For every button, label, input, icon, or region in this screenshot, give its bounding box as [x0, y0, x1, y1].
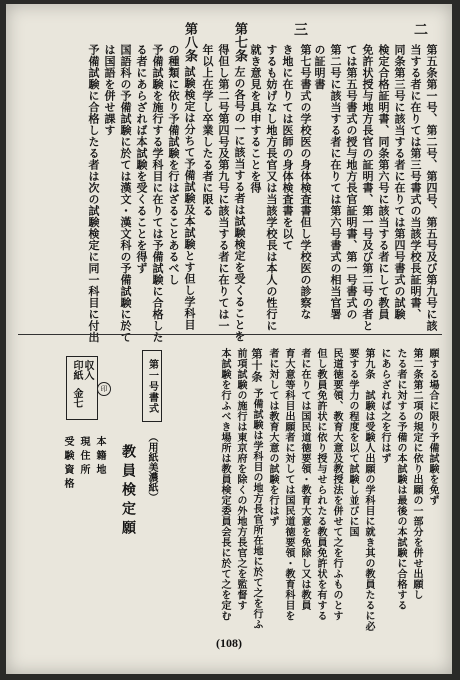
text-column: る者にあらざれば本試験を受くることを得ず — [135, 44, 148, 274]
stamp-label-line: 金七 — [71, 388, 82, 408]
text-column: 国語科の予備試験に於ては漢文・漢文科の予備試験に於て — [119, 44, 132, 343]
text-column: 第五条第一号、第二号、第四号、第五号及び第九号に該 — [425, 44, 438, 332]
stamp-label-line: 収入 — [82, 360, 93, 380]
document-page — [6, 4, 452, 674]
form-field-label: 本籍地 — [94, 436, 105, 478]
text-column: 第九条 試験は受験人出願の学科目に就き其の教員たるに必 — [363, 348, 374, 632]
article-heading: 第七条 — [232, 22, 247, 63]
text-column: 者に対しては教育大意の試験を行はず — [267, 348, 278, 527]
text-column: 者に在りては国民道徳要領・教育大意を免除し又は教員 — [299, 348, 310, 611]
text-column: 民道徳要領、教育大意及教授法を併せて之を行ふものとす — [331, 348, 342, 621]
text-column: 前項試験の施行は東京府を除くの外地方長官之を監督す — [235, 348, 246, 611]
seal-mark: 印 — [97, 382, 111, 396]
text-column: 左の各号の一に該当する者は試験検定を受くることを — [233, 66, 246, 342]
section-number: 三 — [292, 22, 308, 36]
form-field-label: 現住所 — [78, 436, 89, 478]
stamp-label-line: 印紙 — [71, 360, 82, 380]
text-column: 予備試験に合格したる者は次の試験検定に同一科目に付出 — [87, 44, 100, 343]
text-column: 免許状授与地方長官の証明書、第一号及び第二号の者と — [361, 44, 374, 332]
text-column: 第二号に該当する者に在りては第六号書式の相当官署 — [329, 44, 342, 320]
text-column: 願する場合に限り予備試験を免ず — [427, 348, 438, 506]
text-column: は国語を併せ課す — [103, 44, 116, 136]
section-divider — [18, 334, 442, 335]
text-column: 得但し第二号第四号及第九号に該当する者に在りては一 — [217, 44, 230, 332]
text-column: 育大意等科目出願者に対しては国民道徳要領・教育科目を — [283, 348, 294, 621]
text-column: するも妨げなし地方長官又は当該学校長は本人の性行に — [265, 44, 278, 332]
text-column: き地に在りては医師の身体検査書を以て — [281, 44, 294, 251]
text-column: 検定合格証明書、同条第六号に該当する者にして教員 — [377, 44, 390, 320]
section-number: 二 — [412, 22, 428, 36]
text-column: 当する者に在りては第三号書式の当該学校長証明書、 — [409, 44, 422, 320]
text-column: ては第五号書式の授与地方長官証明書、第一号書式の — [345, 44, 358, 320]
text-column: 就き意見を具申することを得 — [249, 44, 262, 194]
text-column: 第二条第二項の規定に依り出願の一部分を併せ出願し — [411, 348, 422, 600]
text-column: 但し教員免許状に依り授与せられたる教員免許状を有する — [315, 348, 326, 621]
text-column: 予備試験を施行する学科目に在りては予備試験に合格した — [151, 44, 164, 343]
page-number: (108) — [216, 636, 242, 650]
text-column: 予備試験は学科目の地方長官所在地に於て之を行ふ — [251, 388, 262, 630]
text-column: 同条第三号に該当する者に在りては第四号書式の試験 — [393, 44, 406, 320]
text-column: にあらざれば之を行はず — [379, 348, 390, 464]
form-number-tag: 第一号書式 — [142, 350, 162, 422]
paper-spec-note: （用紙美濃紙） — [146, 432, 157, 502]
text-column: 要する学力の程度を以て試験し並びに国 — [347, 348, 358, 537]
text-column: 試験検定は分ちて予備試験及本試験とす但し学科目 — [183, 66, 196, 331]
text-column: の証明書 — [313, 44, 326, 90]
form-title: 教員検定願 — [120, 444, 136, 539]
text-column: の種類に依り予備試験を行はざることあるべし — [167, 44, 180, 286]
form-field-label: 受験資格 — [62, 436, 73, 492]
article-heading: 第八条 — [182, 22, 197, 63]
article-heading: 第十条 — [250, 348, 263, 383]
text-column: 第七号書式の学校医の身体検査書但し学校医の診察な — [299, 44, 312, 320]
text-column: 本試験を行ふべき場所は教員検定委員会長に於て之を定む — [219, 348, 230, 621]
text-column: たる者に対する予備の本試験は最後の本試験に合格する — [395, 348, 406, 611]
text-column: 年以上在学し卒業したる者に限る — [201, 44, 214, 217]
